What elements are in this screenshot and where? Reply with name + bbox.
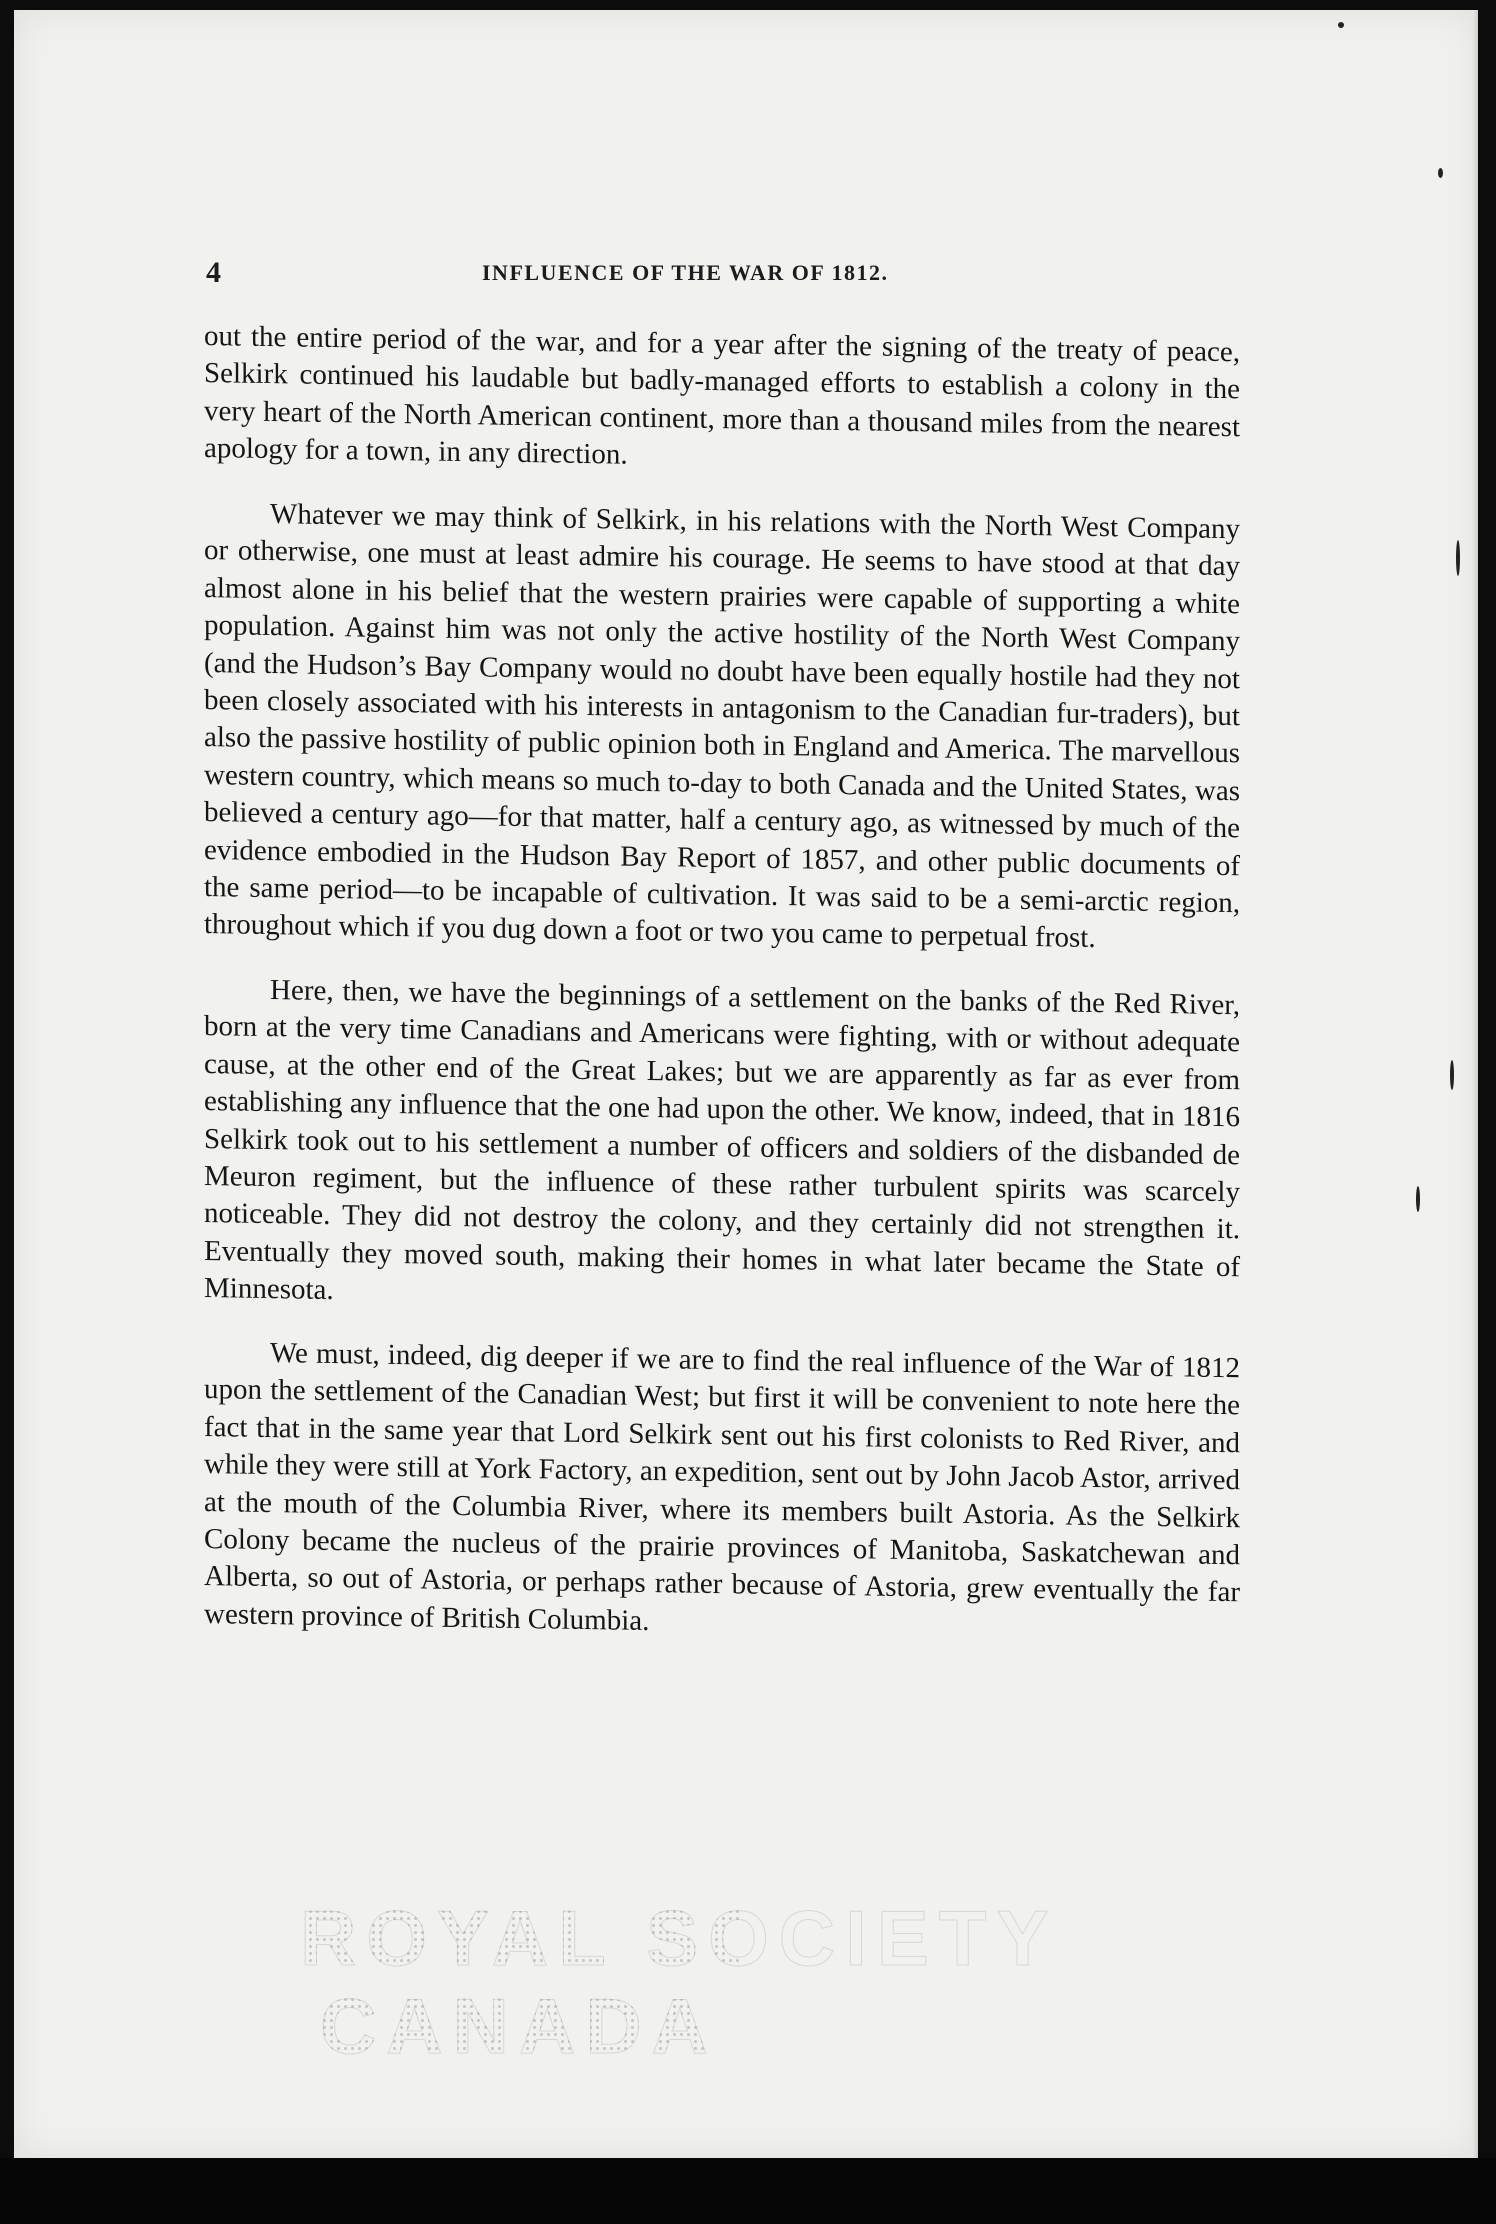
scanner-bottom-band — [0, 2158, 1496, 2224]
scan-speck — [1456, 540, 1460, 576]
scan-speck — [1450, 1060, 1454, 1090]
paragraph-4: We must, indeed, dig deeper if we are to find the real influence of the War of 1812 upon the settlement of the Canadian West; but first it will be convenient to note here the fact that in the same year that Lord Selkirk sent out his first colonists to Red River, and while they were still at York Factory, an expedition, sent out by John Jacob Astor, arrived at the mouth of the Columbia River, where its members built Astoria. As the Selkirk Colony became the nucleus of the prairie provinces of Manitoba, Saskatchewan and Alberta, so out of Astoria, or perhaps rather because of Astoria, grew eventually the far western province of British Columbia. — [204, 1337, 1240, 1637]
page-header — [192, 250, 1252, 300]
running-head: INFLUENCE OF THE WAR OF 1812. — [482, 260, 889, 285]
stamp-line-2: CANADA — [300, 1982, 740, 2070]
perforated-library-stamp — [300, 1894, 1059, 2070]
page-edge — [1472, 10, 1478, 2158]
paragraph-1: out the entire period of the war, and for a year after the signing of the treaty of peace, Selkirk continued his laudable but badly-managed efforts to establish a colony in the very heart of the North American continent, more than a thousand miles from the nearest apology for a town, in any direction. — [204, 320, 1240, 471]
scan-speck — [1438, 168, 1443, 178]
paragraph-2: Whatever we may think of Selkirk, in his relations with the North West Company or otherwise, one must at least admire his courage. He seems to have stood at that day almost alone in his belief that the western prairies were capable of supporting a white population. Against him was not only the active hostility of the North West Company (and the Hudson’s Bay Company would no doubt have been equally hostile had they not been closely associated with his interests in antagonism to the Canadian fur-traders), but also the passive hostility of public opinion both in England and America. The marvellous western country, which means so much to-day to both Canada and the United States, was believed a century ago—for that matter, half a century ago, as witnessed by much of the evidence embodied in the Hudson Bay Report of 1857, and other public documents of the same period—to be incapable of cultivation. It was said to be a semi-arctic region, throughout which if you dug down a foot or two you came to perpetual frost. — [204, 497, 1240, 955]
body-text — [204, 318, 1240, 1660]
scan-speck — [1416, 1186, 1420, 1212]
scan-speck — [1338, 22, 1344, 28]
paragraph-3: Here, then, we have the beginnings of a settlement on the banks of the Red River, born at the very time Canadians and Americans were fighting, with or without adequate cause, at the other end of the Great Lakes; but we are apparently as far as ever from establishing any influence that the one had upon the other. We know, indeed, that in 1816 Selkirk took out to his settlement a number of officers and soldiers of the disbanded de Meuron regiment, but the influence of these rather turbulent spirits was scarcely noticeable. They did not destroy the colony, and they certainly did not strengthen it. Eventually they moved south, making their homes in what later became the State of Minnesota. — [204, 973, 1240, 1306]
stamp-line-1: ROYAL SOCIETY — [300, 1894, 1059, 1982]
page-number: 4 — [206, 256, 221, 289]
